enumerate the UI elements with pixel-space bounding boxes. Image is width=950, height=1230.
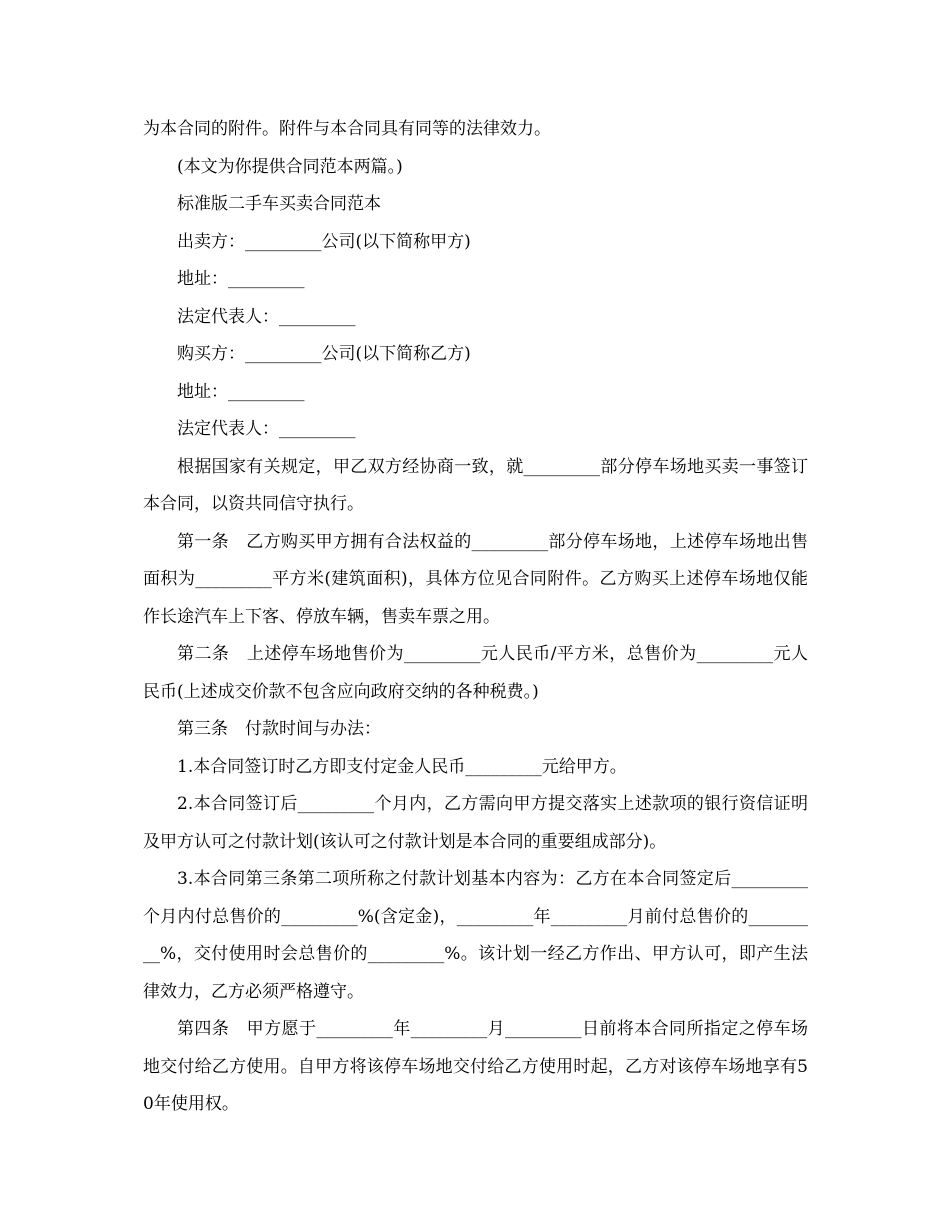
article-2: 第二条 上述停车场地售价为_________元人民币/平方米，总售价为_________元人民币(上述成交价款不包含应向政府交纳的各种税费。) <box>143 644 808 702</box>
buyer-line: 购买方：_________公司(以下简称乙方) <box>177 344 471 364</box>
article-3-item-3: 3.本合同第三条第二项所称之付款计划基本内容为：乙方在本合同签定后_________个月内付总售价的_________%(含定金)，_________年_________月前付总售价的_________%，交付使用时会总售价的_________%。该计划一经乙方作出、甲方认可，即产生法律效力，乙方必须严格遵守。 <box>143 869 808 1002</box>
seller-line: 出卖方：_________公司(以下简称甲方) <box>177 231 471 252</box>
article-3-item-1: 1.本合同签订时乙方即支付定金人民币_________元给甲方。 <box>177 756 627 777</box>
document-title: 标准版二手车买卖合同范本 <box>177 194 381 214</box>
article-3-heading: 第三条 付款时间与办法： <box>177 719 381 739</box>
document-body <box>143 111 808 1124</box>
seller-address-line: 地址：_________ <box>177 269 305 289</box>
paragraph-attachment-note: 为本合同的附件。附件与本合同具有同等的法律效力。 <box>143 119 551 139</box>
seller-representative-line: 法定代表人：_________ <box>177 306 356 327</box>
paragraph-intro-note: (本文为你提供合同范本两篇。) <box>177 156 403 177</box>
paragraph-preamble: 根据国家有关规定，甲乙双方经协商一致，就_________部分停车场地买卖一事签订本合同，以资共同信守执行。 <box>143 456 808 514</box>
buyer-representative-line: 法定代表人：_________ <box>177 419 356 439</box>
buyer-address-line: 地址：_________ <box>177 381 305 402</box>
article-4: 第四条 甲方愿于_________年_________月_________日前将本合同所指定之停车场地交付给乙方使用。自甲方将该停车场地交付给乙方使用时起，乙方对该停车场地享有50年使用权。 <box>143 1019 808 1114</box>
article-3-item-2: 2.本合同签订后_________个月内，乙方需向甲方提交落实上述款项的银行资信证明及甲方认可之付款计划(该认可之付款计划是本合同的重要组成部分)。 <box>143 794 808 852</box>
article-1: 第一条 乙方购买甲方拥有合法权益的_________部分停车场地，上述停车场地出售面积为_________平方米(建筑面积)，具体方位见合同附件。乙方购买上述停车场地仅能作长途汽车上下客、停放车辆，售卖车票之用。 <box>143 531 808 627</box>
